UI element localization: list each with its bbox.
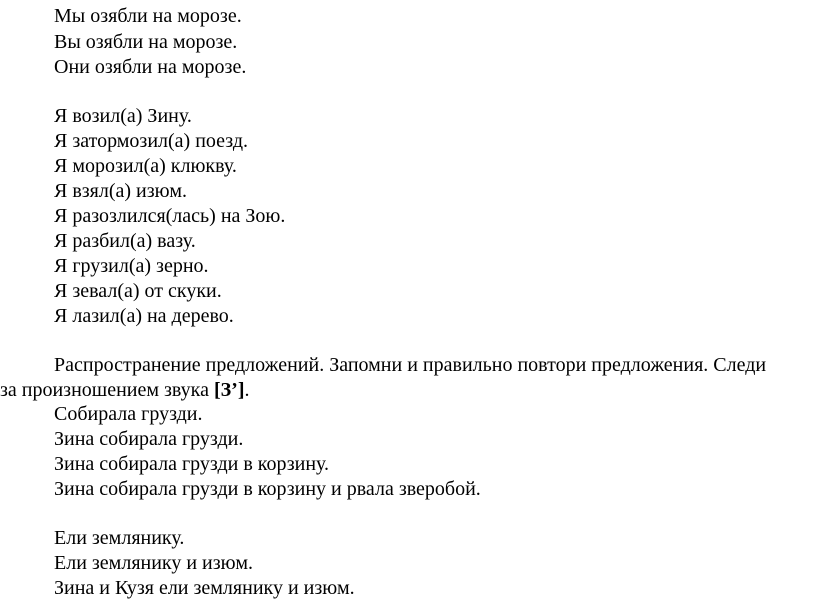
text-line: Я морозил(а) клюкву. — [54, 155, 237, 177]
text-line: Я зевал(а) от скуки. — [54, 280, 222, 302]
text-line: Я грузил(а) зерно. — [54, 255, 209, 277]
text-line: Я лазил(а) на дерево. — [54, 305, 234, 327]
sound-label: [З’] — [213, 379, 245, 401]
text-line: Вы озябли на морозе. — [54, 31, 238, 53]
text-line: Я затормозил(а) поезд. — [54, 130, 248, 152]
instruction-prefix: за произношением звука — [0, 379, 214, 401]
text-line: Зина собирала грузди. — [54, 428, 244, 450]
text-line: Они озябли на морозе. — [54, 56, 247, 78]
text-line: Ели землянику. — [54, 527, 185, 549]
text-line: Я возил(а) Зину. — [54, 105, 192, 127]
text-line: Зина собирала грузди в корзину. — [54, 453, 330, 475]
text-line: Ели землянику и изюм. — [54, 552, 253, 574]
text-line: Я разозлился(лась) на Зою. — [54, 205, 286, 227]
text-line: Я разбил(а) вазу. — [54, 230, 196, 252]
text-line: Зина и Кузя ели землянику и изюм. — [54, 577, 355, 599]
text-line: Мы озябли на морозе. — [54, 5, 242, 27]
instruction-line-2 — [0, 378, 250, 402]
text-line: Собирала грузди. — [54, 403, 203, 425]
instruction-suffix: . — [244, 379, 250, 401]
text-line: Я взял(а) изюм. — [54, 180, 187, 202]
instruction-line-1: Распространение предложений. Запомни и правильно повтори предложения. Следи — [54, 354, 767, 376]
text-line: Зина собирала грузди в корзину и рвала зверобой. — [54, 478, 481, 500]
